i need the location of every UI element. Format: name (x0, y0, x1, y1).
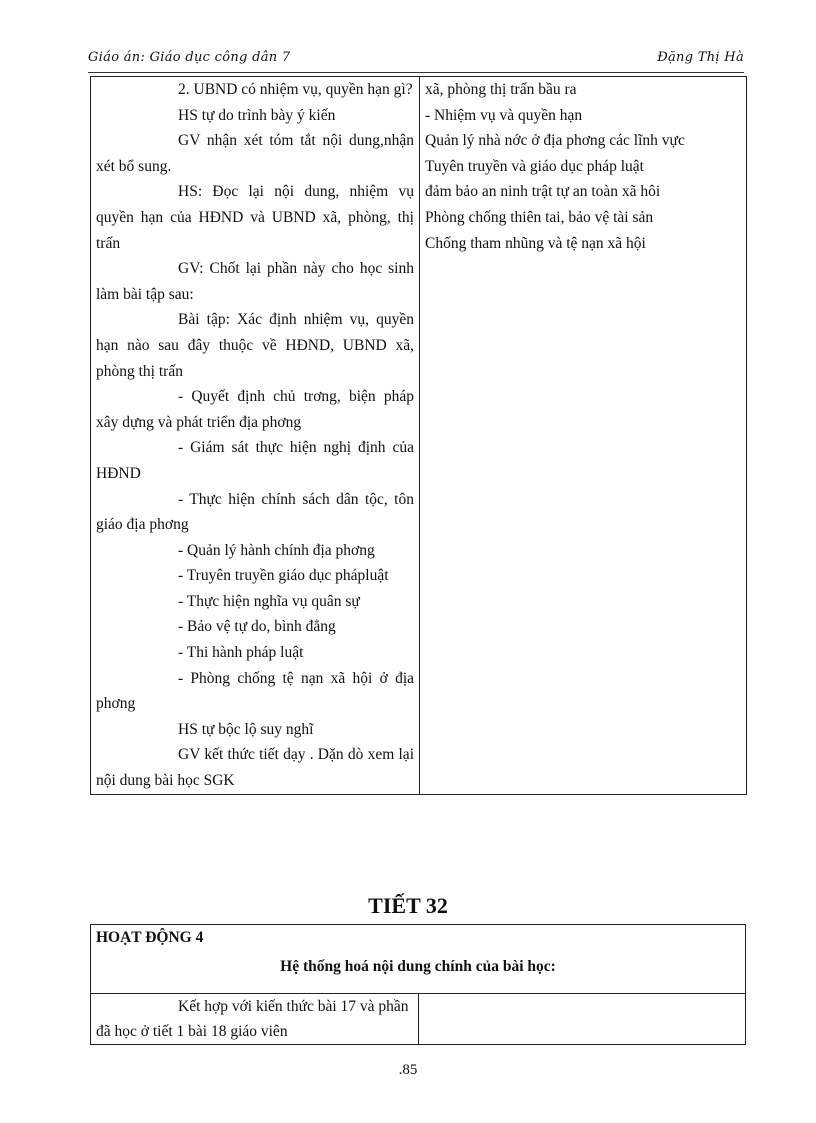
paragraph: GV: Chốt lại phần này cho học sinh làm bài tập sau: (96, 260, 414, 303)
paragraph: HS tự do trình bày ý kiến (178, 106, 336, 124)
activity-body-row (91, 994, 746, 1045)
header-right-text: Đặng Thị Hà (657, 50, 744, 65)
paragraph: - Quản lý hành chính địa phơng (178, 541, 375, 559)
content-line: đảm bảo an ninh trật tự an toàn xã hôi (425, 183, 661, 201)
paragraph: GV nhận xét tóm tắt nội dung,nhận xét bổ sung. (96, 132, 414, 175)
paragraph: - Quyết định chủ trơng, biện pháp xây dựng và phát triển địa phơng (96, 388, 414, 431)
paragraph: - Truyên truyền giáo dục phápluật (178, 567, 389, 585)
page-number: .85 (398, 1062, 418, 1078)
lesson-table (90, 76, 747, 795)
content-line: - Nhiệm vụ và quyền hạn (425, 106, 583, 124)
paragraph: - Thi hành pháp luật (178, 644, 304, 662)
paragraph: - Thực hiện chính sách dân tộc, tôn giáo địa phơng (96, 490, 414, 534)
paragraph: GV kết thức tiết dạy . Dặn dò xem lại nội dung bài học SGK (96, 746, 414, 790)
header-left-text: Giáo án: Giáo dục công dân 7 (88, 50, 291, 65)
teacher-activity-cell (91, 77, 420, 795)
header-rule (88, 72, 744, 73)
content-cell (420, 77, 747, 795)
paragraph: HS tự bộc lộ suy nghĩ (178, 720, 314, 738)
content-line: Quản lý nhà nớc ở địa phơng các lĩnh vực (425, 132, 685, 150)
content-line: Tuyên truyền và giáo dục pháp luật (425, 157, 644, 175)
paragraph: - Bảo vệ tự do, bình đẳng (178, 618, 336, 636)
paragraph: 2. UBND có nhiệm vụ, quyền hạn gì? (178, 81, 413, 98)
activity-header-cell (91, 925, 746, 994)
activity-left-cell (91, 994, 419, 1045)
content-line: Chống tham nhũng và tệ nạn xã hội (425, 234, 646, 252)
paragraph: HS: Đọc lại nội dung, nhiệm vụ quyền hạn của HĐND và UBND xã, phòng, thị trấn (96, 183, 414, 252)
content-line: Phòng chống thiên tai, bảo vệ tài sản (425, 208, 654, 226)
paragraph: - Giám sát thực hiện nghị định của HĐND (96, 439, 414, 482)
paragraph: - Phòng chống tệ nạn xã hội ở địa phơng (96, 669, 414, 713)
content-line: xã, phòng thị trấn bầu ra (425, 81, 577, 98)
activity-label: HOẠT ĐỘNG 4 (96, 929, 204, 946)
paragraph: Bài tập: Xác định nhiệm vụ, quyền hạn nào sau đây thuộc về HĐND, UBND xã, phòng thị trấn (96, 311, 414, 380)
activity-right-cell (418, 994, 746, 1045)
lesson-table-row (91, 77, 747, 795)
page-header (88, 50, 744, 72)
activity-table (90, 924, 746, 1045)
activity-header-row (91, 925, 746, 994)
activity-title: Hệ thống hoá nội dung chính của bài học: (280, 958, 556, 975)
activity-left-text: Kết hợp với kiến thức bài 17 và phần đã học ở tiết 1 bài 18 giáo viên (96, 998, 409, 1040)
paragraph: - Thực hiện nghĩa vụ quân sự (178, 592, 360, 610)
section-title: TIẾT 32 (368, 893, 448, 918)
